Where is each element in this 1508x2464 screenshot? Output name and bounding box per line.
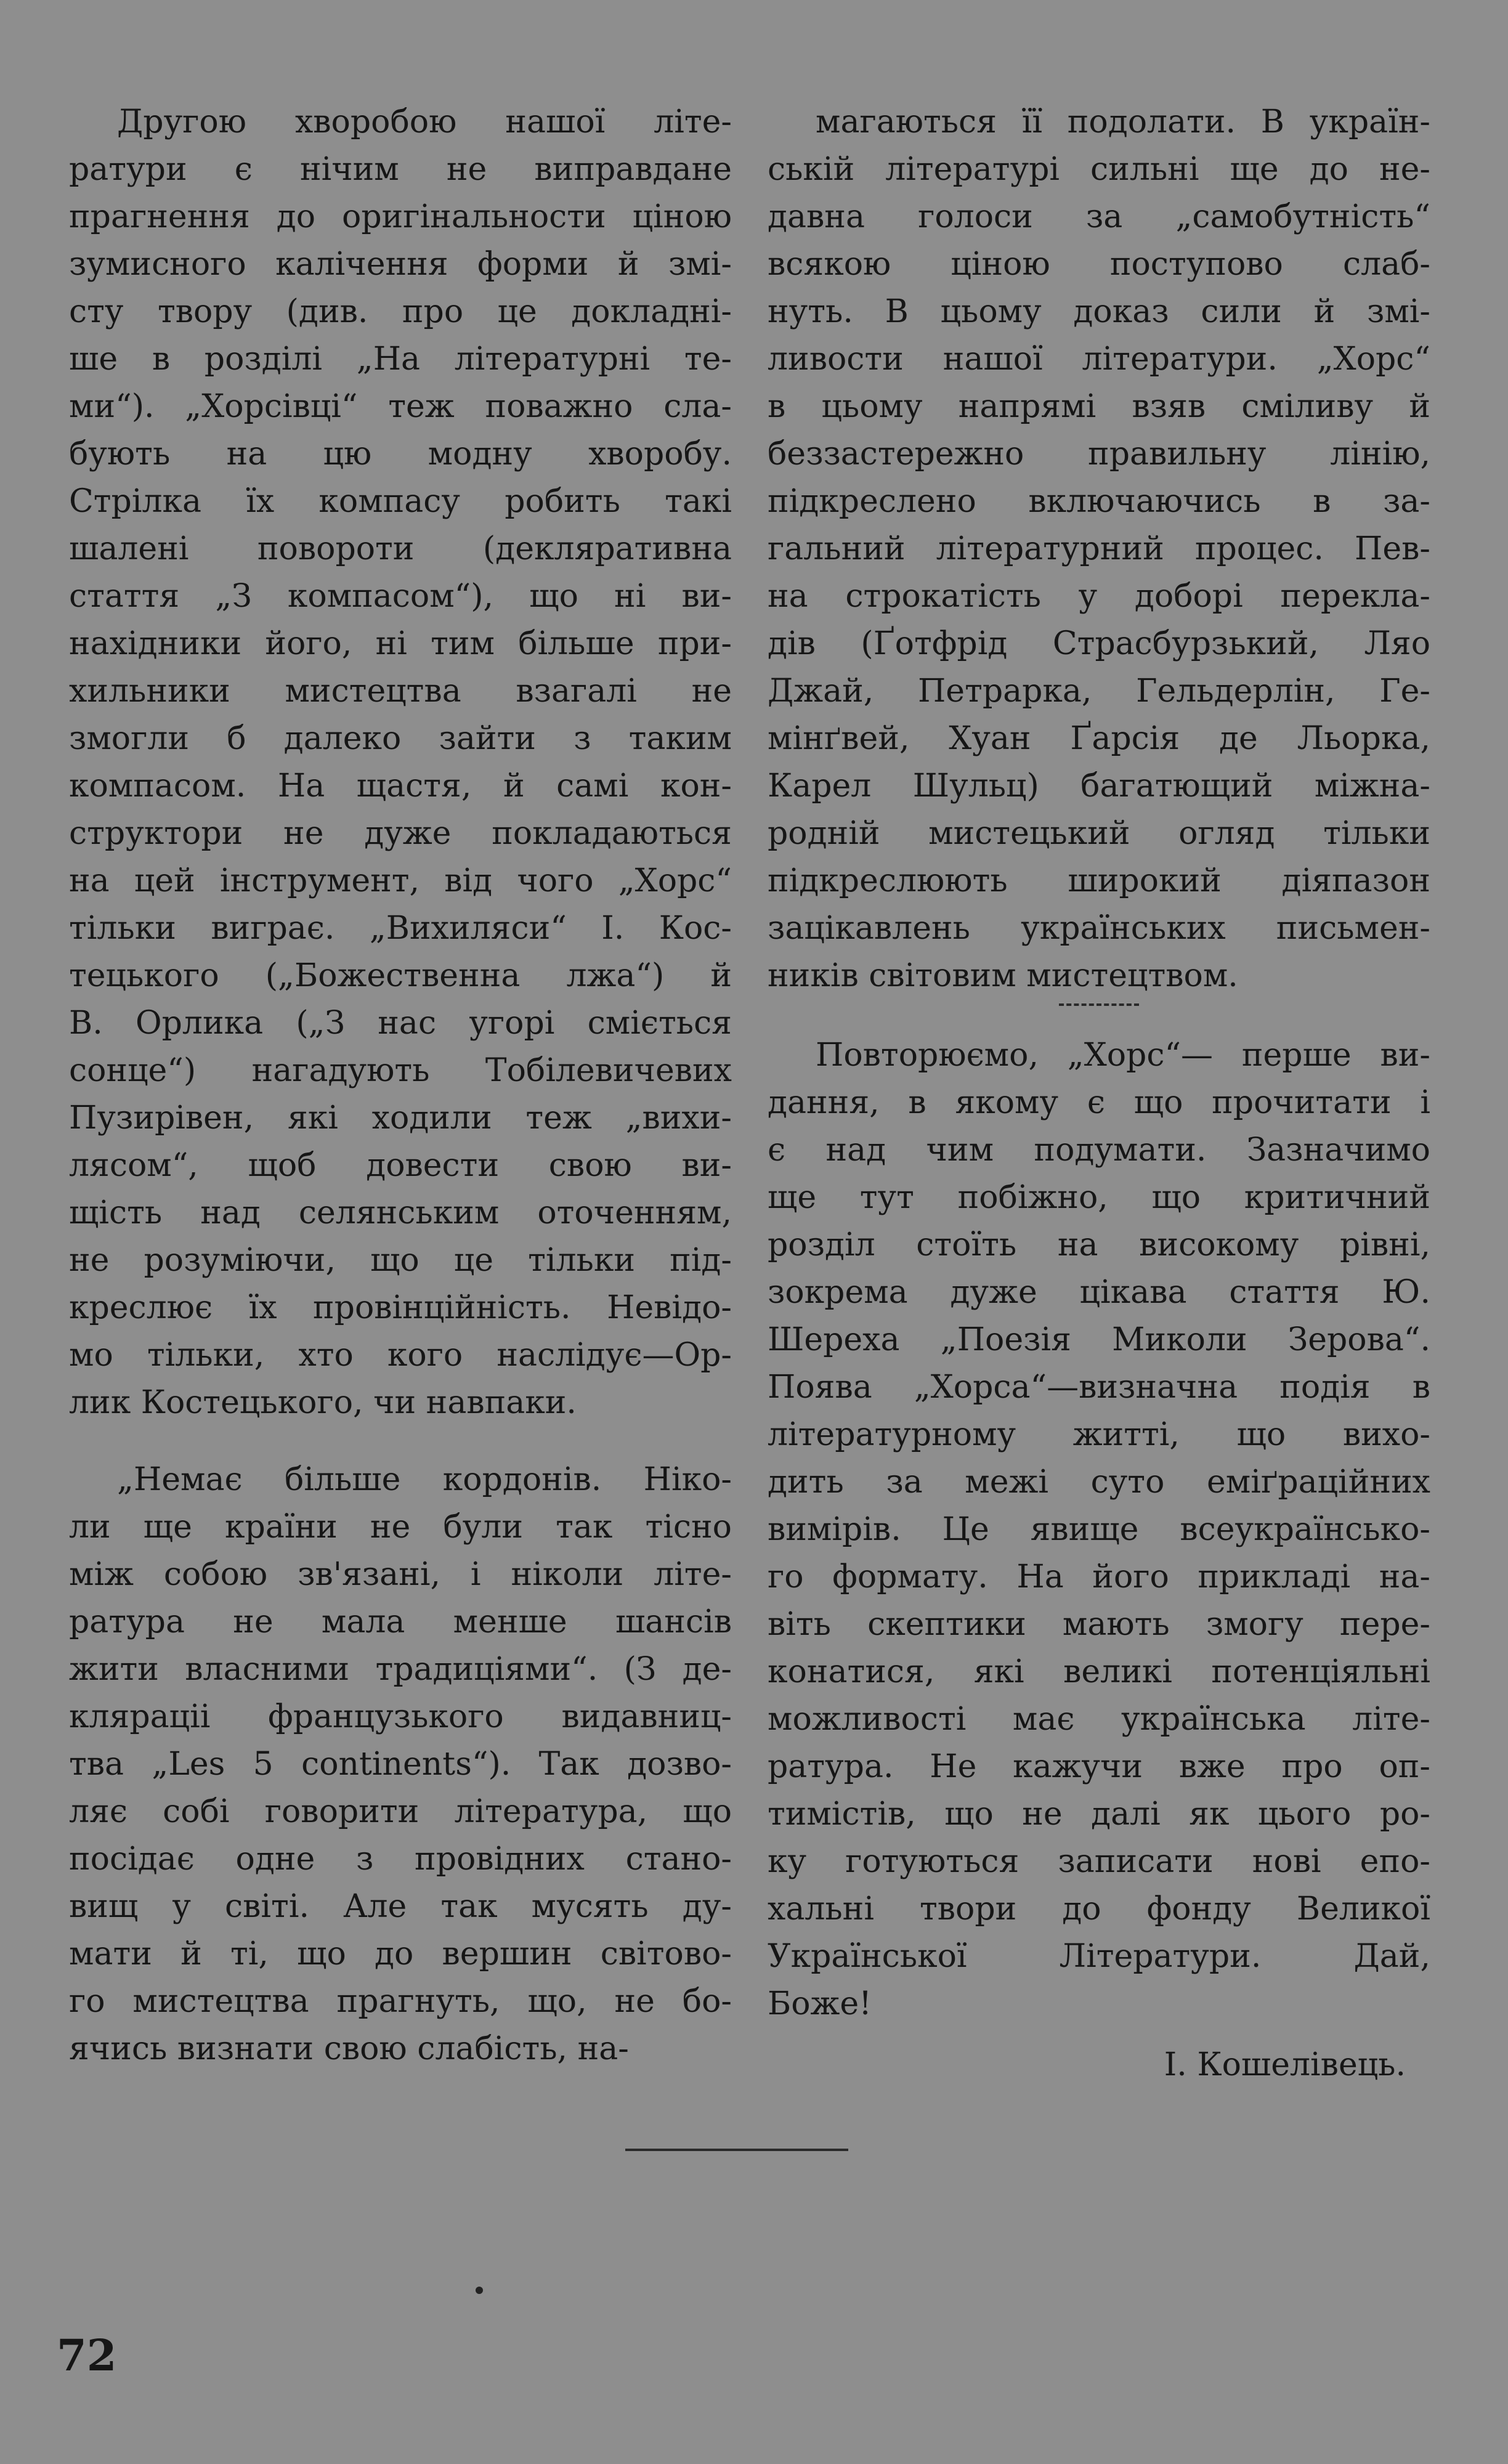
text-line: Шереха „Поезія Миколи Зерова“.: [768, 1321, 1430, 1358]
text-line: мінґвей, Хуан Ґарсія де Льорка,: [768, 720, 1430, 757]
paragraph: [69, 99, 732, 1427]
text-line: в цьому напрямі взяв сміливу й: [768, 388, 1430, 425]
text-line: го мистецтва прагнуть, що, не бо-: [69, 1983, 732, 2020]
text-line: ляє собі говорити література, що: [69, 1793, 732, 1830]
text-line: дить за межі суто еміґраційних: [768, 1464, 1430, 1501]
text-line: віть скептики мають змогу пере-: [768, 1606, 1430, 1643]
text-line: можливості має українська літе-: [768, 1701, 1430, 1738]
text-line: щість над селянським оточенням,: [69, 1194, 732, 1231]
text-line: тільки виграє. „Вихиляси“ І. Кос-: [69, 910, 732, 947]
page-number: 72: [57, 2330, 117, 2381]
right-column: [768, 99, 1430, 2089]
text-line: родній мистецький огляд тільки: [768, 815, 1430, 852]
text-line: сонце“) нагадують Тобілевичевих: [69, 1052, 732, 1089]
text-line: ячись визнати свою слабість, на-: [69, 2030, 629, 2067]
text-line: ратура. Не кажучи вже про оп-: [768, 1748, 1430, 1785]
text-line: тимістів, що не далі як цього ро-: [768, 1796, 1430, 1833]
text-line: ратури є нічим не виправдане: [69, 151, 732, 188]
text-line: посідає одне з провідних стано-: [69, 1841, 732, 1878]
text-line: змогли б далеко зайти з таким: [69, 720, 732, 757]
text-line: хальні твори до фонду Великої: [768, 1891, 1430, 1927]
text-line: прагнення до оригінальности ціною: [69, 198, 732, 235]
text-line: нуть. В цьому доказ сили й змі-: [768, 293, 1430, 330]
text-line: на цей інструмент, від чого „Хорс“: [69, 862, 732, 899]
text-line: Другою хворобою нашої літе-: [117, 103, 732, 140]
text-line: літературному житті, що вихо-: [768, 1416, 1430, 1453]
text-line: беззастережно правильну лінію,: [768, 436, 1430, 472]
text-line: жити власними традиціями“. (З де-: [69, 1651, 732, 1688]
text-line: вимірів. Це явище всеукраїнсько-: [768, 1511, 1430, 1548]
text-line: Боже!: [768, 1985, 872, 2022]
text-line: вищ у світі. Але так мусять ду-: [69, 1888, 732, 1925]
text-line: Пузирівен, які ходили теж „вихи-: [69, 1100, 732, 1137]
text-line: Джай, Петрарка, Гельдерлін, Ге-: [768, 673, 1430, 710]
text-line: Повторюємо, „Хорс“— перше ви-: [816, 1037, 1430, 1074]
paragraph: [69, 1456, 732, 2073]
text-line: ще тут побіжно, що критичний: [768, 1179, 1430, 1216]
text-line: зокрема дуже цікава стаття Ю.: [768, 1274, 1430, 1311]
text-line: лясом“, щоб довести свою ви-: [69, 1147, 732, 1184]
text-line: сту твору (див. про це докладні-: [69, 293, 732, 330]
text-line: на строкатість у доборі перекла-: [768, 578, 1430, 615]
text-line: ській літературі сильні ще до не-: [768, 151, 1430, 188]
text-line: конатися, які великі потенціяльні: [768, 1653, 1430, 1690]
text-line: креслює їх провінційність. Невідо-: [69, 1289, 732, 1326]
text-line: ми“). „Хорсівці“ теж поважно сла-: [69, 388, 732, 425]
text-line: мати й ті, що до вершин світово-: [69, 1935, 732, 1972]
text-line: шалені повороти (декляративна: [69, 530, 732, 567]
text-line: Поява „Хорса“—визначна подія в: [768, 1369, 1430, 1406]
text-line: ше в розділі „На літературні те-: [69, 341, 732, 378]
text-line: тецького („Божественна лжа“) й: [69, 957, 732, 994]
print-speck: [476, 2287, 483, 2294]
text-line: давна голоси за „самобутність“: [768, 198, 1430, 235]
text-line: Стрілка їх компасу робить такі: [69, 483, 732, 520]
text-line: ливости нашої літератури. „Хорс“: [768, 341, 1430, 378]
text-line: дів (Ґотфрід Страсбурзький, Ляо: [768, 625, 1430, 662]
text-line: не розуміючи, що це тільки під-: [69, 1242, 732, 1279]
text-line: розділ стоїть на високому рівні,: [768, 1226, 1430, 1263]
text-line: між собою зв'язані, і ніколи літе-: [69, 1556, 732, 1593]
left-column: [69, 99, 732, 2073]
text-line: Карел Шульц) багатющий міжна-: [768, 768, 1430, 804]
text-line: хильники мистецтва взагалі не: [69, 673, 732, 710]
paragraph: [768, 99, 1430, 1000]
text-line: структори не дуже покладаються: [69, 815, 732, 852]
paragraph: [768, 1032, 1430, 2028]
text-line: гальний літературний процес. Пев-: [768, 530, 1430, 567]
text-line: стаття „З компасом“), що ні ви-: [69, 578, 732, 615]
text-line: підкреслено включаючись в за-: [768, 483, 1430, 520]
text-line: го формату. На його прикладі на-: [768, 1558, 1430, 1595]
text-line: нахідники його, ні тим більше при-: [69, 625, 732, 662]
text-line: зумисного калічення форми й змі-: [69, 246, 732, 283]
text-line: Української Літератури. Дай,: [768, 1938, 1430, 1975]
text-line: компасом. На щастя, й самі кон-: [69, 768, 732, 804]
text-line: ку готуються записати нові епо-: [768, 1843, 1430, 1880]
text-line: тва „Les 5 continents“). Так дозво-: [69, 1746, 732, 1783]
text-line: лик Костецького, чи навпаки.: [69, 1384, 577, 1421]
text-line: ли ще країни не були так тісно: [69, 1509, 732, 1546]
text-line: ратура не мала менше шансів: [69, 1603, 732, 1640]
text-line: мо тільки, хто кого наслідує—Ор-: [69, 1337, 732, 1374]
text-line: В. Орлика („З нас угорі сміється: [69, 1005, 732, 1042]
text-line: зацікавлень українських письмен-: [768, 910, 1430, 947]
text-line: „Немає більше кордонів. Ніко-: [117, 1461, 732, 1498]
text-line: ників світовим мистецтвом.: [768, 957, 1238, 994]
text-line: є над чим подумати. Зазначимо: [768, 1132, 1430, 1169]
text-line: всякою ціною поступово слаб-: [768, 246, 1430, 283]
end-rule: [625, 2149, 848, 2151]
text-line: магаються її подолати. В україн-: [816, 103, 1430, 140]
text-line: бують на цю модну хворобу.: [69, 436, 732, 472]
text-line: кляраціі французького видавниц-: [69, 1698, 732, 1735]
author-signature: І. Кошелівець.: [1164, 2046, 1406, 2083]
text-line: підкреслюють широкий діяпазон: [768, 862, 1430, 899]
text-line: дання, в якому є що прочитати і: [768, 1084, 1430, 1121]
